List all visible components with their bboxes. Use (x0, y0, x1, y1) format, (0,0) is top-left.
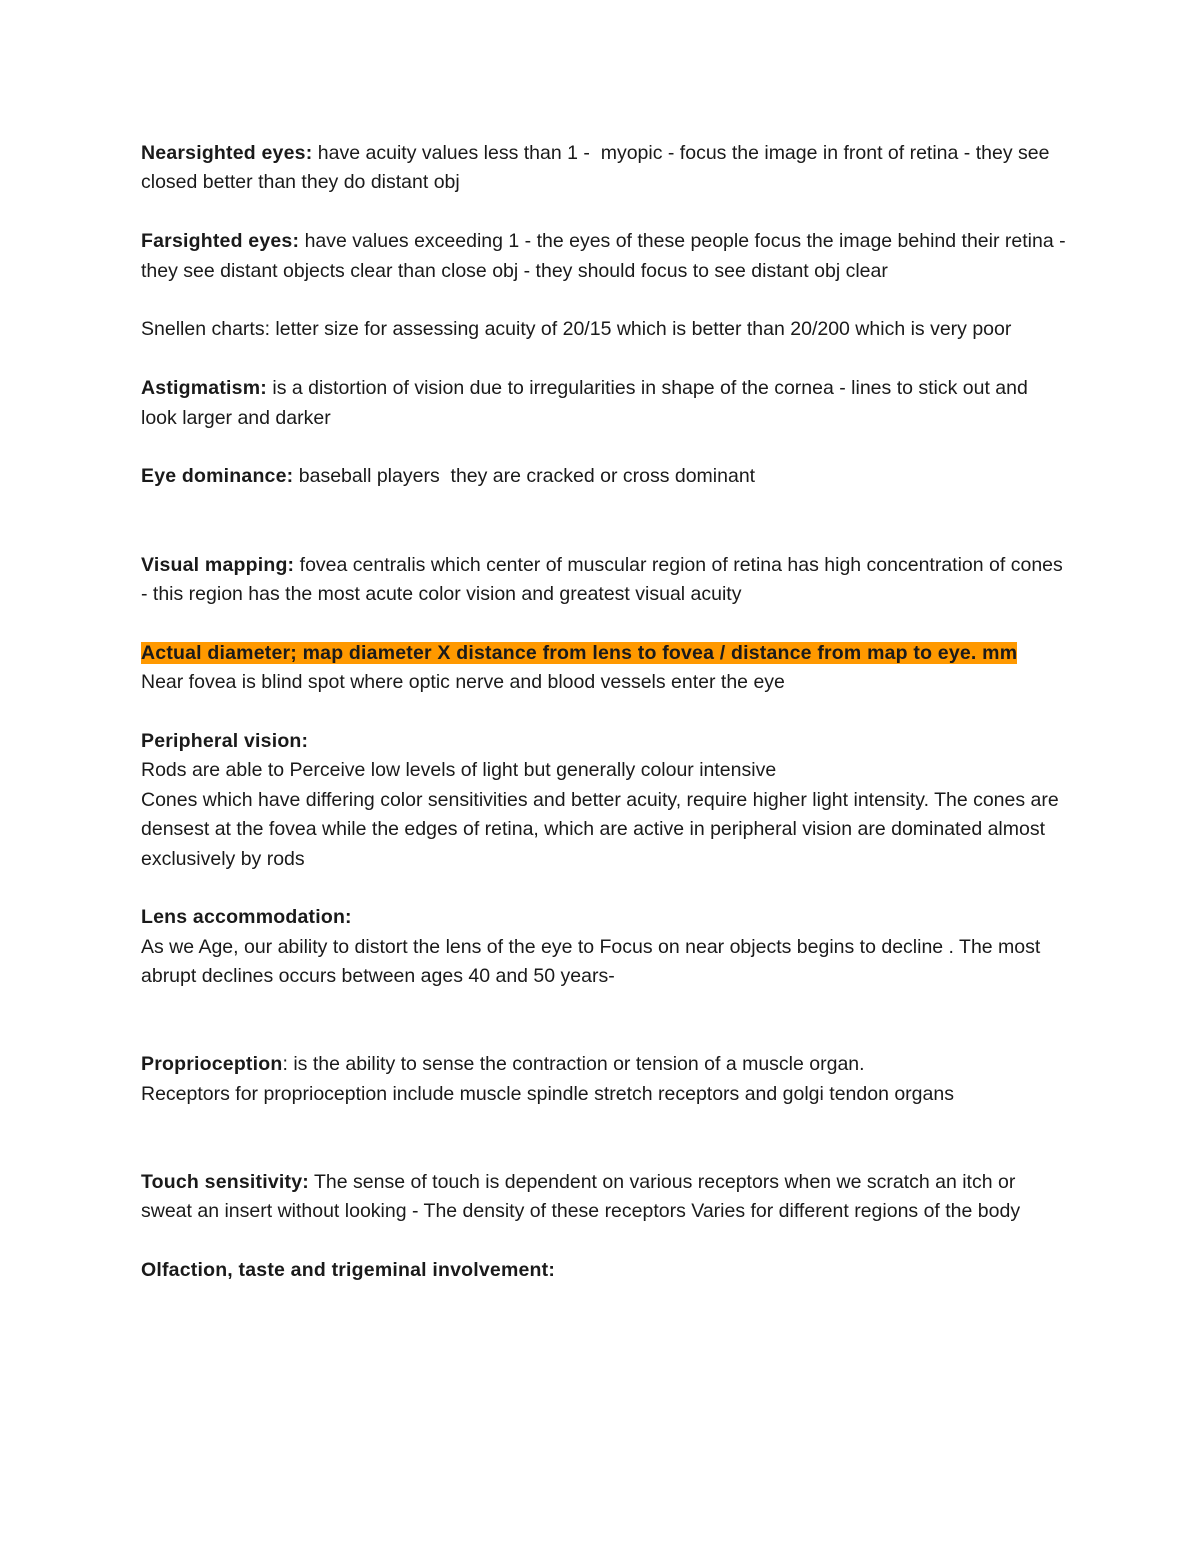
paragraph-touch-sensitivity (141, 1168, 1066, 1227)
term-label: Nearsighted eyes: (141, 142, 313, 164)
paragraph-eye-dominance (141, 462, 1066, 491)
paragraph-lens-accommodation (141, 903, 1066, 991)
paragraph-text: : is the ability to sense the contraction or tension of a muscle organ. (282, 1053, 865, 1076)
paragraph-text: is a distortion of vision due to irregularities in shape of the cornea - lines to stick out and look larger and darker (141, 377, 1034, 429)
term-label: Peripheral vision: (141, 730, 309, 753)
paragraph-text: have acuity values less than 1 - myopic - focus the image in front of retina - they see closed better than they do distant obj (141, 142, 1055, 194)
paragraph-nearsighted (141, 139, 1066, 198)
paragraph-text: baseball players they are cracked or cross dominant (293, 465, 756, 488)
term-label: Astigmatism: (141, 377, 267, 400)
paragraph-text: fovea centralis which center of muscular region of retina has high concentration of cones - this region has the most acute color vision and greatest visual acuity (141, 553, 1069, 606)
paragraph-line: As we Age, our ability to distort the lens of the eye to Focus on near objects begins to decline . The most abrupt declines occurs between ages 40 and 50 years- (141, 935, 1046, 988)
highlighted-formula: Actual diameter; map diameter X distance from lens to fovea / distance from map to eye. mm (141, 641, 1018, 664)
paragraph-text: Snellen charts: letter size for assessing acuity of 20/15 which is better than 20/200 which is very poor (141, 318, 1012, 341)
paragraph-snellen (141, 315, 1066, 344)
paragraph-olfaction (141, 1256, 1066, 1285)
paragraph-text: have values exceeding 1 - the eyes of these people focus the image behind their retina - they see distant objects clear than close obj - they should focus to see distant obj clear (141, 230, 1071, 282)
paragraph-actual-diameter (141, 639, 1066, 698)
paragraph-line: Rods are able to Perceive low levels of light but generally colour intensive (141, 759, 777, 782)
term-label: Proprioception (141, 1053, 283, 1076)
term-label: Olfaction, taste and trigeminal involvement: (141, 1259, 556, 1282)
paragraph-text: The sense of touch is dependent on various receptors when we scratch an itch or sweat an insert without looking - The density of these receptors Varies for different regions of the body (141, 1171, 1021, 1223)
paragraph-line: Cones which have differing color sensitivities and better acuity, require higher light intensity. The cones are densest at the fovea while the edges of retina, which are active in peripheral vision are dominated almost exclusively by rods (141, 788, 1065, 870)
document-body (141, 139, 1071, 1286)
paragraph-text: Near fovea is blind spot where optic nerve and blood vessels enter the eye (141, 671, 785, 694)
term-label: Visual mapping: (141, 553, 295, 576)
paragraph-astigmatism (141, 374, 1066, 433)
term-label: Lens accommodation: (141, 906, 352, 929)
paragraph-farsighted (141, 227, 1071, 286)
paragraph-line: Receptors for proprioception include muscle spindle stretch receptors and golgi tendon organs (141, 1082, 954, 1105)
term-label: Touch sensitivity: (141, 1171, 309, 1194)
term-label: Farsighted eyes: (141, 230, 300, 253)
term-label: Eye dominance: (141, 465, 294, 488)
paragraph-visual-mapping (141, 551, 1069, 610)
paragraph-peripheral-vision (141, 727, 1066, 874)
paragraph-proprioception (141, 1050, 1066, 1109)
